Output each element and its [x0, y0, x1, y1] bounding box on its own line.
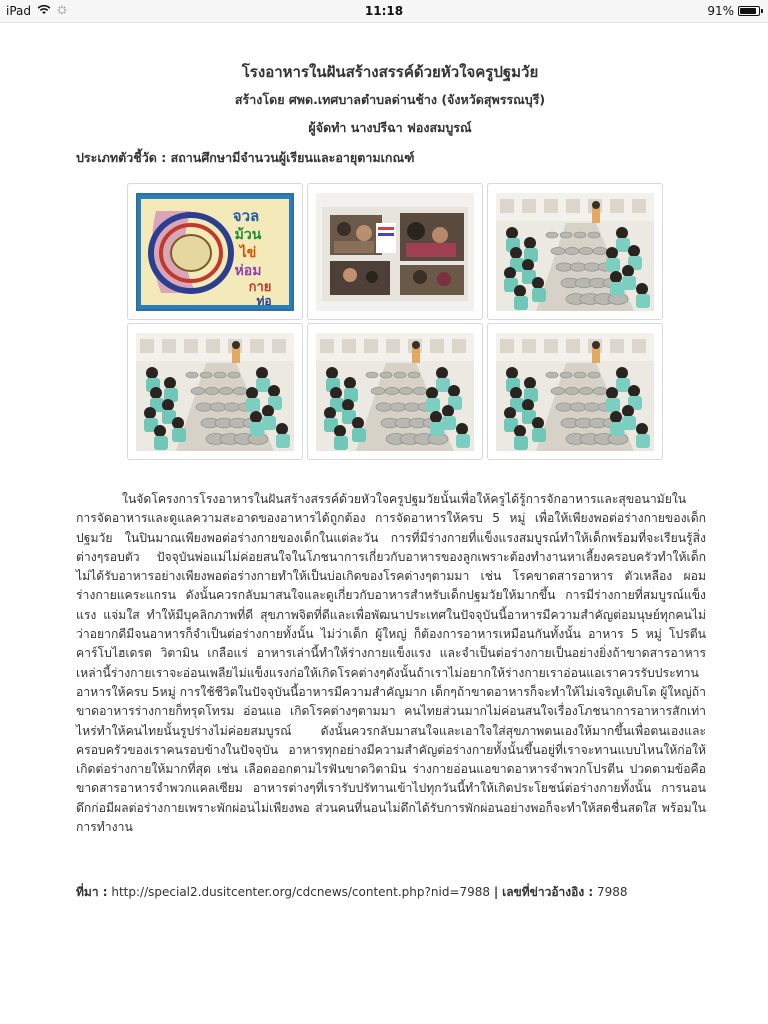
status-bar	[0, 0, 768, 23]
article-source	[76, 882, 706, 902]
svg-text:ม้วน: ม้วน	[234, 226, 262, 243]
article-creator: สร้างโดย ศพด.เทศบาลตำบลด่านช้าง (จังหวัดสุพรรณบุรี)	[234, 92, 546, 107]
gallery-thumb-canteen[interactable]	[127, 323, 303, 460]
gallery-thumb-poster[interactable]	[127, 183, 303, 320]
device-name: iPad	[6, 4, 32, 18]
gallery-thumb-canteen[interactable]	[307, 323, 483, 460]
status-time: 11:18	[364, 4, 404, 18]
article-body: ในจัดโครงการโรงอาหารในฝันสร้างสรรค์ด้วยหัวใจครูปฐมวัยนั้นเพื่อให้ครูได้รู้การจักอาหารและสุขอนามัยในการจัดอาหารและดูแลความสะอาดของอาหารได้ถูกต้อง การจัดอาหารให้ครบ 5 หมู่ เพื่อให้เพียงพอต่อร่างกายของเด็กปฐมวัย ในปินมาณเพียงพอต่อร่างกายของเด็กในแต่ละวัน การที่มีร่างกายที่แข็งแรงสมบูรณ์ทำให้เด็กพร้อมที่จะเรียนรู้สิ่งต่างๆรอบตัว ปัจจุบันพ่อแม่ไม่ค่อยสนใจในโภชนาการเกี่ยวกับอาหารของลูกเพราะต้องทำงานหาเลี้ยงครอบครัวทำให้เด็กไม่ได้รับอาหารอย่างเพียงพอต่อร่างกายทำให้เป็นบ่อเกิดของโรคต่างๆตามมา เช่น โรคขาดสารอาหาร ตัวเหลือง ผอม ร่างกายแคระแกรน ดังนั้นควรกลับมาสนใจและดูเกี่ยวกับอาหารสำหรับเด็กปฐมวัยให้มากขึ้น การมีร่างกายที่สมบูรณ์แข็งแรง แจ่มใส ทำให้มีบุคลิกภาพที่ดี สุขภาพจิตที่ดีและเพื่อพัฒนาประเทศในปัจจุบันนี้อาหารมีความสำคัญต่อมนุษย์ทุกคนไม่ว่าอยากดีมีจนอาหารก็จำเป็นต่อร่างกายทั้งนั้น ไม่ว่าเด็ก ผู้ใหญ่ ก็ต้องการอาหารเหมือนกันทั้งนั้น อาหาร 5 หมู่ โปรตีน คาร์โบไฮเดรต วิตามิน เกลือแร่ อาหารเล่านี้ทำให้ร่างกายแข็งแรง และจำเป็นต่อร่างกายเป็นอย่างยิ่งถ้าขาดสารอาหารเหล่านี้ร่างกายเราจะอ่อนเพลียไม่แข็งแรงก่อให้เกิดโรคต่างๆดังนั้นถ้าเราไม่อยากให้ร่างกายเราอ่อนแอเราควรรับประทานอาหารให้ครบ 5หมู่ การใช้ชีวิตในปัจจุบันนี้อาหารมีความสำคัญมาก เด็กๆถ้าขาดอาหารก็จะทำให้ไม่เจริญเติบโต ผู้ใหญ่ถ้าขาดอาหารร่างกายก็ทรุดโทรม อ่อนแอ เกิดโรคต่างๆตามมา คนไทยส่วนมากไม่ค่อนสนใจเรื่องโภชนาการอาหารสักเท่าไหร่ทำให้คนไทยนั้นรูปร่างไม่ค่อยสมบูรณ์ ดังนั้นควรกลับมาสนใจและเอาใจใส่สุขภาพตนเองให้มากขึ้นเพื่อตนเองและครอบครัวของเราคนรอบข้างในปัจจุบัน อาหารทุกอย่างมีความสำคัญต่อร่างกายทั้งนั้นขึ้นอยู่ที่เราจะทานแบบไหนให้ก่อให้เกิดต่อร่างกายให้มากที่สุด เช่น เลือดออกตามไรฟันขาดวิตามิน ร่างกายอ่อนแอขาดอาหารจำพวกโปรตีน ปวดตามข้อคือขาดสารอาหารจำพวกแคลเซียม อาหารต่างๆที่เรารับปรัทานเข้าไปทุกวันนี้ทำให้เกิดประโยชน์ต่อร่างกายทั้งนั้น การนอนดึกก่อมีผลต่อร่างกายเพราะพักผ่อนไม่เพียงพอ ส่วนคนที่นอนไม่ดึกได้รับการพักผ่อนอย่างพอก็จะทำให้สดชื่นสดใส พร้อมในการทำงาน	[76, 492, 706, 835]
group-photo-image	[316, 193, 474, 311]
source-url: http://special2.dusitcenter.org/cdcnews/content.php?nid=7988	[111, 885, 491, 899]
battery-percent: 91%	[707, 4, 734, 18]
gallery-thumb-canteen[interactable]	[487, 183, 663, 320]
gallery-thumb-canteen[interactable]	[487, 323, 663, 460]
svg-text:ท่อ: ท่อ	[256, 293, 272, 308]
ref-number: 7988	[597, 885, 628, 899]
article-header	[76, 58, 704, 170]
canteen-photo-image	[496, 333, 654, 451]
svg-text:กาย: กาย	[248, 279, 272, 295]
article-producer: ผู้จัดทำ นางปรีฉา ฟองสมบูรณ์	[308, 120, 472, 135]
canteen-photo-image	[136, 333, 294, 451]
canteen-photo-image	[496, 193, 654, 311]
photo-gallery	[127, 183, 669, 460]
battery-icon	[738, 6, 760, 16]
svg-text:ไข่: ไข่	[239, 244, 257, 261]
ref-label: เลขที่ข่าวอ้างอิง :	[502, 885, 594, 899]
gallery-thumb-group[interactable]	[307, 183, 483, 320]
status-right	[707, 4, 760, 18]
svg-text:จวล: จวล	[232, 206, 260, 225]
svg-text:ห่อม: ห่อม	[234, 262, 262, 279]
article-title: โรงอาหารในฝันสร้างสรรค์ด้วยหัวใจครูปฐมวัย	[241, 63, 539, 81]
source-label: ที่มา :	[76, 885, 108, 899]
poster-image	[136, 193, 294, 311]
canteen-photo-image	[316, 333, 474, 451]
article-category: ประเภทตัวชี้วัด : สถานศึกษามีจำนวนผู้เรียนและอายุตามเกณฑ์	[76, 150, 415, 165]
source-separator: |	[493, 885, 499, 899]
